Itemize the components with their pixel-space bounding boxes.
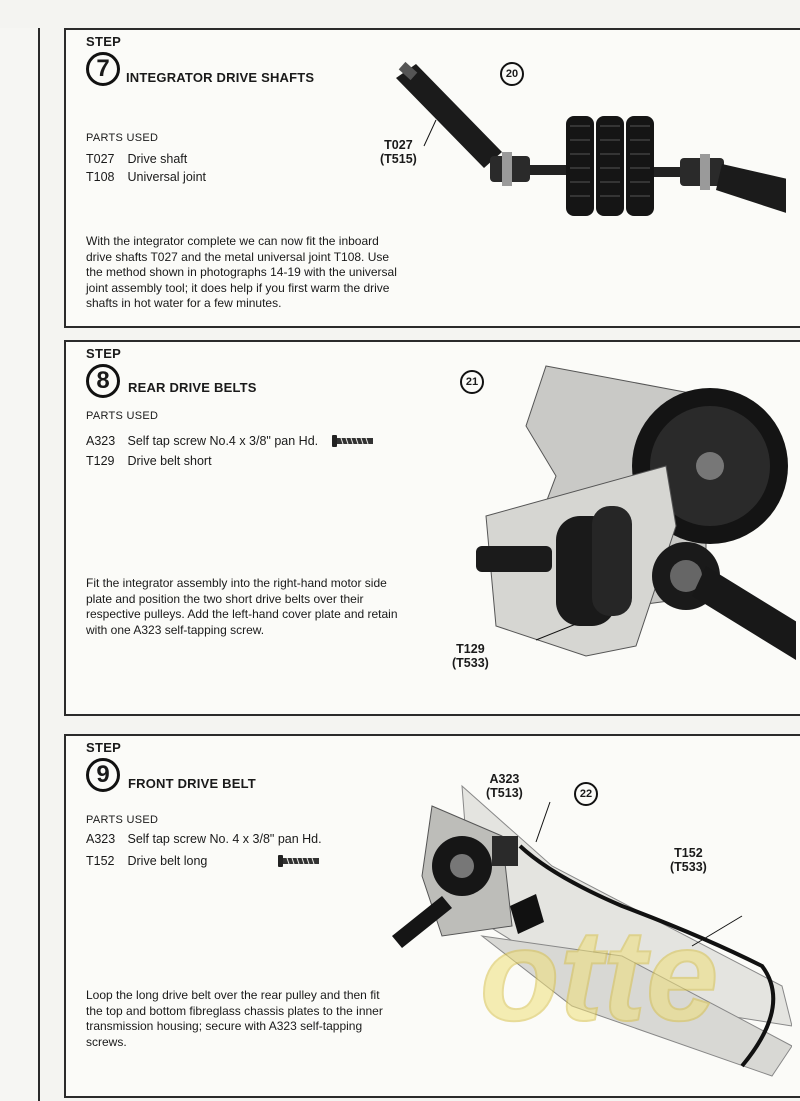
step-label: STEP	[86, 740, 122, 755]
part-name: Drive belt long	[127, 854, 208, 868]
parts-used-label: PARTS USED	[86, 410, 159, 422]
part-name: Self tap screw No. 4 x 3/8" pan Hd.	[127, 832, 322, 846]
parts-used-label: PARTS USED	[86, 814, 159, 826]
photo-number: 20	[500, 62, 524, 86]
watermark-text: otte	[480, 910, 719, 1048]
part-row	[86, 832, 322, 846]
drive-shaft-assembly-illustration	[386, 60, 786, 260]
watermark-logo	[480, 910, 780, 1050]
part-code: A323	[86, 434, 116, 448]
step-label: STEP	[86, 346, 122, 361]
photo-number: 21	[460, 370, 484, 394]
part-row	[86, 152, 187, 166]
part-row	[86, 854, 207, 868]
callout-code: A323	[489, 772, 520, 786]
photo-number: 22	[574, 782, 598, 806]
part-code: T129	[86, 454, 115, 468]
callout-ref: (T515)	[380, 152, 417, 166]
part-name: Drive belt short	[127, 454, 212, 468]
step-title: REAR DRIVE BELTS	[128, 380, 257, 395]
rear-drive-belts-illustration	[406, 356, 796, 686]
screw-icon	[332, 434, 376, 448]
adjacent-page-edge	[0, 28, 40, 1101]
callout-code: T152	[674, 846, 703, 860]
screw-icon	[278, 854, 322, 868]
part-name: Universal joint	[127, 170, 206, 184]
step-number: 9	[86, 758, 120, 792]
part-code: T108	[86, 170, 115, 184]
part-row	[86, 170, 206, 184]
part-name: Self tap screw No.4 x 3/8" pan Hd.	[127, 434, 319, 448]
callout-code: T129	[456, 642, 485, 656]
parts-used-label: PARTS USED	[86, 132, 159, 144]
callout-ref: (T533)	[670, 860, 707, 874]
callout-code: T027	[384, 138, 413, 152]
part-code: A323	[86, 832, 116, 846]
callout-ref: (T533)	[452, 656, 489, 670]
step-number: 7	[86, 52, 120, 86]
part-name: Drive shaft	[127, 152, 188, 166]
step-label: STEP	[86, 34, 122, 49]
callout-ref: (T513)	[486, 786, 523, 800]
step-title: FRONT DRIVE BELT	[128, 776, 256, 791]
step-8-panel	[64, 340, 800, 716]
part-row	[86, 434, 318, 448]
part-row	[86, 454, 212, 468]
step-title: INTEGRATOR DRIVE SHAFTS	[126, 70, 315, 85]
step-description: Fit the integrator assembly into the right-hand motor side plate and position the two short drive belts over their respective pulleys. Add the left-hand cover plate and retain with one A323 self-tapping screw.	[86, 576, 398, 637]
step-description: With the integrator complete we can now fit the inboard drive shafts T027 and the metal universal joint T108. Use the method shown in photographs 14-19 with the universal joint assembly tool; it does help if you first warm the drive shafts in hot water for a few minutes.	[86, 234, 397, 310]
step-7-panel	[64, 28, 800, 328]
part-code: T027	[86, 152, 115, 166]
step-description: Loop the long drive belt over the rear pulley and then fit the top and bottom fibreglass chassis plates to the inner transmission housing; secure with A323 self-tapping screws.	[86, 988, 383, 1049]
step-number: 8	[86, 364, 120, 398]
part-code: T152	[86, 854, 115, 868]
